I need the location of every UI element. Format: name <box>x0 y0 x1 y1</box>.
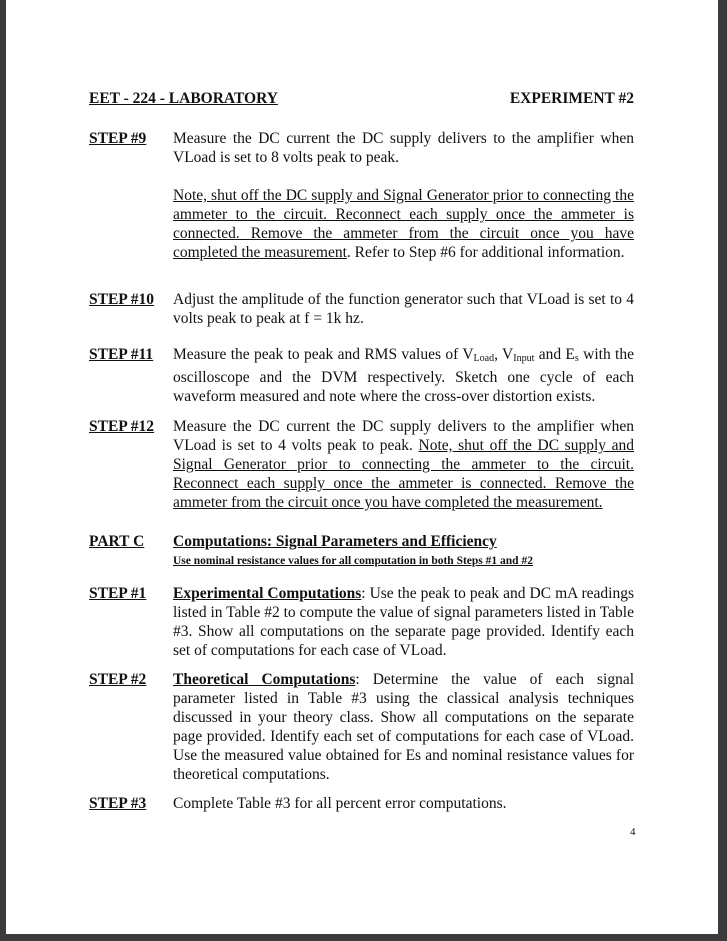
step-label: STEP #12 <box>89 418 155 435</box>
document-page <box>6 0 718 934</box>
step-text: Adjust the amplitude of the function generator such that VLoad is set to 4 volts peak to peak at f = 1k hz. <box>173 291 634 327</box>
step-text: Experimental Computations: Use the peak to peak and DC mA readings listed in Table #2 to compute the value of signal parameters listed in Table #3. Show all computations on the separate page provided. Identify each set of computations for each case of VLoad. <box>173 585 634 659</box>
experiment-title: EXPERIMENT #2 <box>509 90 634 107</box>
step-11 <box>89 345 634 406</box>
step-text: Complete Table #3 for all percent error computations. <box>173 795 507 812</box>
step-label: STEP #1 <box>89 585 147 602</box>
part-label: PART C <box>89 533 145 550</box>
step-label: STEP #9 <box>89 130 147 147</box>
part-subtitle: Use nominal resistance values for all computation in both Steps #1 and #2 <box>173 555 533 567</box>
step-text: Measure the peak to peak and RMS values of $V_{Load}$, $V_{Input}$ and $E_s$ with the oscilloscope and the DVM respectively. Sketch one cycle of each waveform measured and note where the cross-over distortion exists. <box>173 346 634 405</box>
page-header <box>89 90 634 108</box>
step-note <box>173 186 634 262</box>
step-text: Measure the DC current the DC supply delivers to the amplifier when VLoad is set to 4 volts peak to peak. Note, shut off the DC supply and Signal Generator prior to connecting the ammeter to the circuit. Reconnect each supply once the ammeter is connected. Remove the ammeter from the circuit once you have completed the measurement. <box>173 418 635 511</box>
step-text: Measure the DC current the DC supply delivers to the amplifier when VLoad is set to 8 volts peak to peak. <box>173 130 634 166</box>
step-heading: Experimental Computations <box>173 585 362 602</box>
step-10 <box>89 290 634 328</box>
page-number: 4 <box>630 826 636 838</box>
part-c <box>89 532 634 571</box>
course-title: EET - 224 - LABORATORY <box>89 90 278 107</box>
step-label: STEP #10 <box>89 291 155 308</box>
note-rest: . Refer to Step #6 for additional information. <box>346 244 625 261</box>
computation-step-3 <box>89 794 634 813</box>
step-label: STEP #11 <box>89 346 154 363</box>
step-text: Theoretical Computations: Determine the value of each signal parameter listed in Table #3 using the classical analysis techniques discussed in your theory class. Show all computations on the separate page provided. Identify each set of computations for each case of VLoad. Use the measured value obtained for Es and nominal resistance values for theoretical computations. <box>173 671 635 783</box>
step-label: STEP #2 <box>89 671 147 688</box>
step-heading: Theoretical Computations <box>173 671 356 688</box>
step-9 <box>89 129 634 262</box>
step-12 <box>89 417 634 512</box>
step-label: STEP #3 <box>89 795 147 812</box>
note-underlined: Note, shut off the DC supply and Signal Generator prior to connecting the ammeter to the circuit. Reconnect each supply once the ammeter is connected. Remove the ammeter from the circuit once you have completed the measurement <box>173 187 634 261</box>
computation-step-1 <box>89 584 634 660</box>
step-note: Note, shut off the DC supply and Signal Generator prior to connecting the ammeter to the circuit. Reconnect each supply once the ammeter is connected. Remove the ammeter from the circuit once you have completed the measurement. <box>173 437 635 511</box>
computation-step-2 <box>89 670 634 784</box>
part-title: Computations: Signal Parameters and Efficiency <box>173 533 497 550</box>
